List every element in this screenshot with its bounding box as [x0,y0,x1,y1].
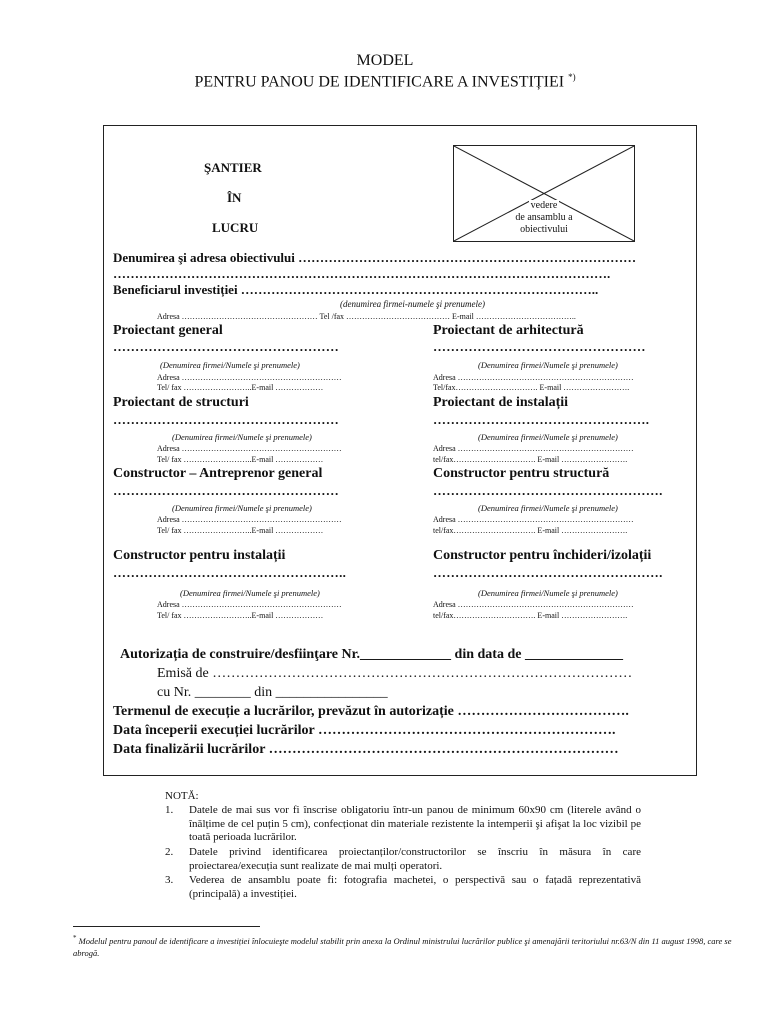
left-entry-dots: …………………………………………….. [113,565,347,580]
image-caption-line1: vedere [530,200,558,211]
issue-number-line: cu Nr. ________ din ________________ [157,685,388,700]
objective-label: Denumirea şi adresa obiectivului …………………………………………………………………… [113,250,637,265]
left-entry-label: Proiectant general [113,323,223,338]
beneficiary-contact: Adresa …………………………………………… Tel /fax ………………………………… E-mail ……………………………….. [157,312,576,321]
right-entry-addr: Adresa ………………………………………………………… [433,444,634,453]
note-text: Vederea de ansamblu poate fi: fotografia machetei, o perspectivă sau o fațadă reprezentativă (principală) a investiției. [189,874,641,900]
left-entry-tel: Tel/ fax ……………………..E-mail ……………… [157,526,324,535]
left-entry-sub: (Denumirea firmei/Numele şi prenumele) [180,588,320,598]
title-footnote-mark: *) [568,72,576,82]
right-entry-tel: Tel/fax…………………………. E-mail ……………………. [433,383,630,392]
right-entry-tel: tel/fax…………………………. E-mail ……………………. [433,455,628,464]
left-entry-dots: …………………………………………… [113,412,340,427]
notes-heading: NOTĂ: [165,790,199,802]
right-entry-label: Constructor pentru închideri/izolații [433,548,652,563]
left-entry-tel: Tel/ fax ……………………..E-mail ……………… [157,383,324,392]
start-date-line: Data începerii execuției lucrărilor ………………………………………………………. [113,723,616,738]
document-title-line1: MODEL [356,52,414,69]
footnote-mark: * [73,934,77,942]
left-entry-dots: …………………………………………… [113,339,340,354]
image-caption-line3: obiectivului [520,224,568,235]
left-entry-label: Proiectant de structuri [113,395,249,410]
site-label-line3: LUCRU [212,220,259,235]
footnote-divider [73,926,260,927]
left-entry-addr: Adresa …………………………………………………… [157,515,342,524]
objective-dots-line: ……………………………………………………………………………………………………. [113,266,611,281]
right-entry-tel: tel/fax…………………………. E-mail ……………………. [433,611,628,620]
left-entry-dots: …………………………………………… [113,483,340,498]
right-entry-label: Proiectant de instalații [433,395,569,410]
overview-image-placeholder [453,145,635,242]
left-entry-tel: Tel/ fax ……………………..E-mail ……………… [157,611,324,620]
image-caption [454,200,634,236]
left-entry-label: Constructor pentru instalații [113,548,286,563]
beneficiary-subtitle: (denumirea firmei-numele şi prenumele) [340,299,486,309]
left-entry-addr: Adresa …………………………………………………… [157,444,342,453]
document-title-line2 [0,72,770,91]
title-text: PENTRU PANOU DE IDENTIFICARE A INVESTIȚIEI [194,73,565,91]
left-entry-addr: Adresa …………………………………………………… [157,373,342,382]
right-entry-dots: ………………………………………… [433,339,646,354]
site-label-line2: ÎN [227,190,242,205]
right-entry-tel: tel/fax…………………………. E-mail ……………………. [433,526,628,535]
right-entry-addr: Adresa ………………………………………………………… [433,373,634,382]
beneficiary-label: Beneficiarul investiției ……………………………………………………………………….. [113,282,599,297]
left-entry-addr: Adresa …………………………………………………… [157,600,342,609]
right-entry-sub: (Denumirea firmei/Numele şi prenumele) [478,588,618,598]
left-entry-sub: (Denumirea firmei/Numele şi prenumele) [172,503,312,513]
note-number: 3. [165,874,174,886]
left-entry-sub: (Denumirea firmei/Numele şi prenumele) [160,360,300,370]
image-caption-line2: de ansamblu a [515,212,573,223]
footnote [73,932,733,959]
note-text: Datele privind identificarea proiectanților/constructorilor se înscriu în măsura în care proiectarea/execuția sunt realizate de mai mulți operatori. [189,846,641,872]
right-entry-label: Constructor pentru structură [433,466,610,481]
right-entry-sub: (Denumirea firmei/Numele şi prenumele) [478,360,618,370]
right-entry-sub: (Denumirea firmei/Numele şi prenumele) [478,503,618,513]
right-entry-dots: ……………………………………………. [433,483,663,498]
right-entry-addr: Adresa ………………………………………………………… [433,600,634,609]
note-text: Datele de mai sus vor fi înscrise obligatoriu într-un panou de minimum 60x90 cm (literele având o înălțime de cel puțin 5 cm), confecționat din materiale rezistente la intemperii şi afişat la loc vizibil pe toată perioada lucrărilor. [189,804,641,843]
note-number: 2. [165,846,174,858]
authorization-line: Autorizația de construire/desfiinţare Nr._____________ din data de ______________ [120,647,623,662]
end-date-line: Data finalizării lucrărilor ………………………………………………………………… [113,742,619,757]
right-entry-dots: …………………………………………. [433,412,650,427]
left-entry-tel: Tel/ fax ……………………..E-mail ……………… [157,455,324,464]
right-entry-sub: (Denumirea firmei/Numele şi prenumele) [478,432,618,442]
note-number: 1. [165,804,174,816]
site-label-line1: ŞANTIER [204,160,262,175]
left-entry-sub: (Denumirea firmei/Numele şi prenumele) [172,432,312,442]
right-entry-addr: Adresa ………………………………………………………… [433,515,634,524]
left-entry-label: Constructor – Antreprenor general [113,466,323,481]
right-entry-dots: ……………………………………………. [433,565,663,580]
execution-term-line: Termenul de execuție a lucrărilor, prevăzut în autorizație ………………………………. [113,704,629,719]
right-entry-label: Proiectant de arhitectură [433,323,584,338]
issued-by-line: Emisă de ……………………………………………………………………………… [157,666,633,681]
footnote-text: Modelul pentru panoul de identificare a investiției înlocuieşte modelul stabilit prin anexa la Ordinul ministrului lucrărilor publice şi amenajării teritoriului nr.63/N din 11 august 1998, care se abrogă. [73,935,732,958]
